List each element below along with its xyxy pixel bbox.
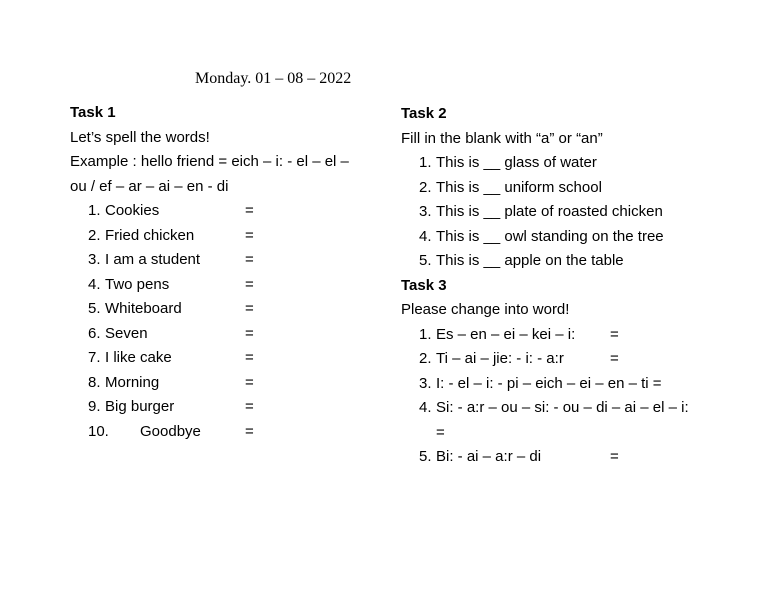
list-item <box>70 273 380 298</box>
task1-list <box>70 199 380 444</box>
task2-title: Task 2 <box>401 105 447 122</box>
task3-instruction: Please change into word! <box>401 301 570 318</box>
equals-sign: = <box>245 251 254 268</box>
task2-list <box>401 151 721 274</box>
item-number: 2. <box>419 178 432 196</box>
item-number: 7. <box>88 349 101 366</box>
equals-sign: = <box>245 300 254 317</box>
list-item <box>401 249 721 274</box>
item-text: Cookies <box>105 202 160 219</box>
task1-section <box>70 101 380 444</box>
list-item <box>401 445 721 470</box>
list-item <box>70 420 380 445</box>
list-item <box>70 297 380 322</box>
equals-sign: = <box>436 423 445 441</box>
equals-sign: = <box>245 422 254 440</box>
item-text: This is __ uniform school <box>436 178 602 196</box>
equals-sign: = <box>610 448 619 465</box>
equals-sign: = <box>245 275 254 293</box>
list-item <box>401 396 721 445</box>
equals-sign: = <box>245 398 254 415</box>
item-text: Si: - a:r – ou – si: - ou – di – ai – el – i: <box>436 399 689 416</box>
list-item <box>70 322 380 347</box>
item-number: 4. <box>88 275 101 293</box>
date-line: Monday. 01 – 08 – 2022 <box>195 70 352 87</box>
equals-sign: = <box>245 202 254 219</box>
equals-sign: = <box>245 324 254 342</box>
list-item <box>401 176 721 201</box>
item-number: 3. <box>419 203 432 220</box>
item-text: Goodbye <box>140 422 201 440</box>
list-item <box>401 225 721 250</box>
task3-title: Task 3 <box>401 276 447 294</box>
item-number: 4. <box>419 227 432 245</box>
item-number: 3. <box>88 251 101 268</box>
item-text: I like cake <box>105 349 172 366</box>
item-number: 6. <box>88 324 101 342</box>
item-text: I: - el – i: - pi – eich – ei – en – ti = <box>436 374 662 392</box>
list-item <box>401 347 721 372</box>
list-item <box>401 323 721 348</box>
list-item <box>401 151 721 176</box>
list-item <box>70 199 380 224</box>
list-item <box>70 395 380 420</box>
item-number: 1. <box>419 325 432 343</box>
item-number: 9. <box>88 398 101 415</box>
list-item <box>70 224 380 249</box>
item-number: 5. <box>419 448 432 465</box>
item-text: Big burger <box>105 398 175 415</box>
item-text: This is __ owl standing on the tree <box>436 227 664 245</box>
task1-title: Task 1 <box>70 104 116 121</box>
item-number: 2. <box>419 350 432 367</box>
task1-example-line1: Example : hello friend = eich – i: - el – el – <box>70 153 349 170</box>
item-number: 1. <box>88 202 101 219</box>
item-text: Ti – ai – jie: - i: - a:r <box>436 350 564 367</box>
item-text: Seven <box>105 324 148 342</box>
list-item <box>70 248 380 273</box>
list-item <box>401 372 721 397</box>
item-text: Two pens <box>105 275 170 293</box>
task1-instruction: Let’s spell the words! <box>70 128 210 146</box>
item-number: 3. <box>419 374 432 392</box>
item-text: I am a student <box>105 251 201 268</box>
item-text: This is __ plate of roasted chicken <box>436 203 663 220</box>
item-text: Morning <box>105 373 160 391</box>
equals-sign: = <box>245 373 254 391</box>
task2-instruction: Fill in the blank with “a” or “an” <box>401 129 603 147</box>
list-item <box>70 346 380 371</box>
task3-list <box>401 323 721 470</box>
equals-sign: = <box>245 226 254 244</box>
list-item <box>401 200 721 225</box>
item-text: Bi: - ai – a:r – di <box>436 448 542 465</box>
item-text: Es – en – ei – kei – i: <box>436 325 576 343</box>
item-number: 1. <box>419 154 432 171</box>
item-text: Whiteboard <box>105 300 182 317</box>
item-number: 4. <box>419 399 432 416</box>
equals-sign: = <box>610 325 619 343</box>
equals-sign: = <box>610 350 619 367</box>
item-number: 2. <box>88 226 101 244</box>
equals-sign: = <box>245 349 254 366</box>
item-text: This is __ apple on the table <box>436 252 624 269</box>
item-number: 5. <box>88 300 101 317</box>
task1-example-line2: ou / ef – ar – ai – en - di <box>70 177 229 195</box>
item-number: 8. <box>88 373 101 391</box>
item-number: 5. <box>419 252 432 269</box>
list-item <box>70 371 380 396</box>
item-text: This is __ glass of water <box>436 154 597 171</box>
item-text: Fried chicken <box>105 226 195 244</box>
right-column <box>401 102 721 470</box>
item-number: 10. <box>88 422 109 440</box>
